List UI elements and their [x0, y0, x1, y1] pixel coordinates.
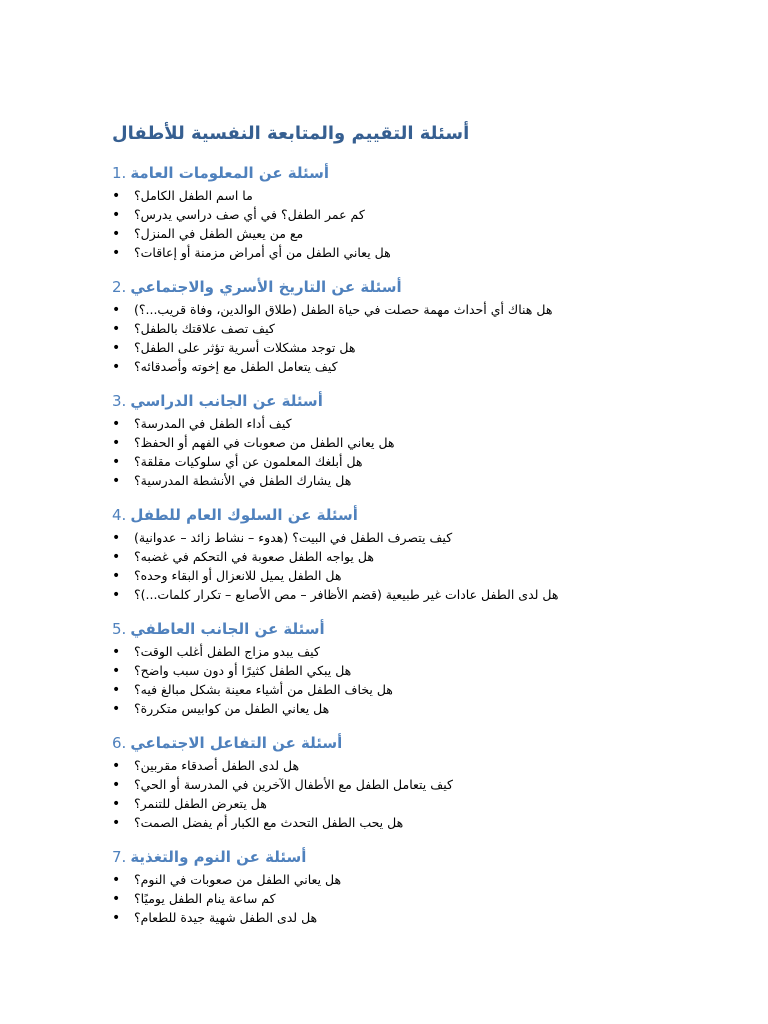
question-item: [112, 471, 632, 490]
question-text: كيف يتعامل الطفل مع إخوته وأصدقائه؟: [134, 359, 338, 374]
question-list: [112, 642, 632, 718]
question-text: كيف تصف علاقتك بالطفل؟: [134, 321, 275, 336]
bullet-icon: •: [112, 416, 121, 432]
question-item: [112, 452, 632, 471]
bullet-icon: •: [112, 891, 121, 907]
document-page: [112, 120, 632, 927]
question-text: هل لدى الطفل أصدقاء مقربين؟: [134, 758, 300, 773]
question-item: [112, 794, 632, 813]
bullet-icon: •: [112, 321, 121, 337]
question-text: هل لدى الطفل عادات غير طبيعية (قضم الأظافر – مص الأصابع – تكرار كلمات...)؟: [134, 587, 559, 602]
document-title: أسئلة التقييم والمتابعة النفسية للأطفال: [112, 123, 470, 144]
bullet-icon: •: [112, 663, 121, 679]
bullet-icon: •: [112, 473, 121, 489]
question-text: كم عمر الطفل؟ في أي صف دراسي يدرس؟: [134, 207, 365, 222]
section-5: [112, 616, 632, 718]
bullet-icon: •: [112, 302, 121, 318]
question-text: هل توجد مشكلات أسرية تؤثر على الطفل؟: [134, 340, 356, 355]
question-text: هل يشارك الطفل في الأنشطة المدرسية؟: [134, 473, 352, 488]
question-text: هل يبكي الطفل كثيرًا أو دون سبب واضح؟: [134, 663, 352, 678]
question-item: [112, 205, 632, 224]
section-title: أسئلة عن التاريخ الأسري والاجتماعي: [130, 278, 402, 296]
section-heading: [112, 616, 632, 642]
question-list: [112, 300, 632, 376]
section-heading: [112, 388, 632, 414]
question-item: [112, 699, 632, 718]
question-text: هل هناك أي أحداث مهمة حصلت في حياة الطفل (طلاق الوالدين، وفاة قريب...؟): [134, 302, 553, 317]
question-item: [112, 528, 632, 547]
question-text: هل يعاني الطفل من كوابيس متكررة؟: [134, 701, 330, 716]
question-text: كيف يبدو مزاج الطفل أغلب الوقت؟: [134, 644, 320, 659]
question-text: هل يعاني الطفل من صعوبات في النوم؟: [134, 872, 342, 887]
bullet-icon: •: [112, 910, 121, 926]
section-title: أسئلة عن الجانب الدراسي: [130, 392, 323, 410]
question-item: [112, 433, 632, 452]
question-text: كيف يتعامل الطفل مع الأطفال الآخرين في المدرسة أو الحي؟: [134, 777, 453, 792]
section-number: 7.: [112, 848, 127, 866]
section-number: 6.: [112, 734, 127, 752]
bullet-icon: •: [112, 340, 121, 356]
question-item: [112, 566, 632, 585]
section-heading: [112, 160, 632, 186]
question-text: هل يعاني الطفل من أي أمراض مزمنة أو إعاقات؟: [134, 245, 391, 260]
section-3: [112, 388, 632, 490]
bullet-icon: •: [112, 188, 121, 204]
question-item: [112, 889, 632, 908]
bullet-icon: •: [112, 815, 121, 831]
section-heading: [112, 274, 632, 300]
section-1: [112, 160, 632, 262]
bullet-icon: •: [112, 549, 121, 565]
question-text: هل الطفل يميل للانعزال أو البقاء وحده؟: [134, 568, 342, 583]
question-text: ما اسم الطفل الكامل؟: [134, 188, 253, 203]
question-item: [112, 756, 632, 775]
bullet-icon: •: [112, 796, 121, 812]
bullet-icon: •: [112, 207, 121, 223]
bullet-icon: •: [112, 644, 121, 660]
question-item: [112, 585, 632, 604]
bullet-icon: •: [112, 435, 121, 451]
question-item: [112, 813, 632, 832]
question-item: [112, 908, 632, 927]
question-list: [112, 186, 632, 262]
question-item: [112, 186, 632, 205]
question-text: هل أبلغك المعلمون عن أي سلوكيات مقلقة؟: [134, 454, 363, 469]
question-list: [112, 756, 632, 832]
question-text: هل يتعرض الطفل للتنمر؟: [134, 796, 267, 811]
question-item: [112, 300, 632, 319]
section-7: [112, 844, 632, 927]
question-text: كم ساعة ينام الطفل يوميًا؟: [134, 891, 276, 906]
question-text: هل يخاف الطفل من أشياء معينة بشكل مبالغ فيه؟: [134, 682, 393, 697]
question-item: [112, 642, 632, 661]
question-item: [112, 243, 632, 262]
question-text: كيف يتصرف الطفل في البيت؟ (هدوء – نشاط زائد – عدوانية): [134, 530, 453, 545]
question-item: [112, 319, 632, 338]
bullet-icon: •: [112, 359, 121, 375]
question-item: [112, 870, 632, 889]
bullet-icon: •: [112, 682, 121, 698]
question-list: [112, 414, 632, 490]
section-title: أسئلة عن المعلومات العامة: [130, 164, 330, 182]
question-text: هل لدى الطفل شهية جيدة للطعام؟: [134, 910, 318, 925]
question-item: [112, 338, 632, 357]
question-text: هل يحب الطفل التحدث مع الكبار أم يفضل الصمت؟: [134, 815, 404, 830]
bullet-icon: •: [112, 568, 121, 584]
section-heading: [112, 502, 632, 528]
section-title: أسئلة عن التفاعل الاجتماعي: [130, 734, 343, 752]
section-number: 5.: [112, 620, 127, 638]
bullet-icon: •: [112, 530, 121, 546]
question-text: هل يعاني الطفل من صعوبات في الفهم أو الحفظ؟: [134, 435, 395, 450]
section-2: [112, 274, 632, 376]
bullet-icon: •: [112, 758, 121, 774]
question-text: مع من يعيش الطفل في المنزل؟: [134, 226, 304, 241]
question-item: [112, 357, 632, 376]
section-title: أسئلة عن النوم والتغذية: [130, 848, 307, 866]
question-item: [112, 775, 632, 794]
question-item: [112, 224, 632, 243]
section-number: 4.: [112, 506, 127, 524]
question-list: [112, 528, 632, 604]
bullet-icon: •: [112, 226, 121, 242]
section-number: 1.: [112, 164, 127, 182]
section-title: أسئلة عن السلوك العام للطفل: [130, 506, 358, 524]
bullet-icon: •: [112, 777, 121, 793]
question-item: [112, 680, 632, 699]
bullet-icon: •: [112, 454, 121, 470]
section-number: 3.: [112, 392, 127, 410]
question-text: كيف أداء الطفل في المدرسة؟: [134, 416, 292, 431]
section-number: 2.: [112, 278, 127, 296]
section-title: أسئلة عن الجانب العاطفي: [130, 620, 325, 638]
bullet-icon: •: [112, 701, 121, 717]
section-6: [112, 730, 632, 832]
bullet-icon: •: [112, 245, 121, 261]
question-item: [112, 661, 632, 680]
section-heading: [112, 844, 632, 870]
section-4: [112, 502, 632, 604]
section-heading: [112, 730, 632, 756]
question-item: [112, 547, 632, 566]
bullet-icon: •: [112, 872, 121, 888]
bullet-icon: •: [112, 587, 121, 603]
question-text: هل يواجه الطفل صعوبة في التحكم في غضبه؟: [134, 549, 374, 564]
question-item: [112, 414, 632, 433]
sections-container: [112, 160, 632, 927]
question-list: [112, 870, 632, 927]
